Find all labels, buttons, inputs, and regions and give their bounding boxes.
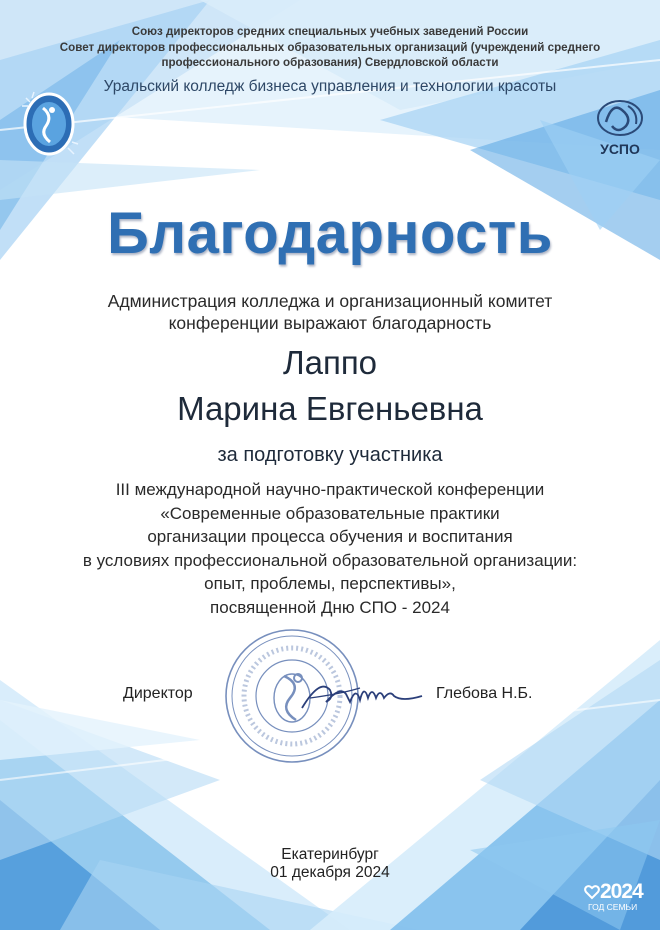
uspo-logo-label: УСПО [600,141,640,157]
conference-line: организации процесса обучения и воспитания [147,527,513,546]
org-line-3: профессионального образования) Свердловской области [161,56,499,69]
uspo-logo [592,96,648,157]
conference-line: «Современные образовательные практики [160,503,500,523]
heart-icon [584,884,600,900]
conference-description [0,478,660,619]
director-name: Глебова Н.Б. [436,685,533,702]
date: 01 декабря 2024 [270,864,390,881]
director-label: Директор [123,685,193,702]
recipient-surname: Лаппо [282,344,378,381]
year-logo-text: ГОД СЕМЬИ [588,902,638,912]
recipient-name: Марина Евгеньевна [177,390,483,427]
city: Екатеринбург [281,846,379,863]
uspo-logo-icon [592,96,648,138]
place-and-date [0,846,660,882]
organizations-header [0,24,660,71]
preparation-text: за подготовку участника [217,444,443,466]
certificate-title: Благодарность [107,201,553,266]
year-logo-number: 2024 [600,880,643,903]
year-of-family-logo [584,880,650,912]
conference-line: III международной научно-практической конференции [115,480,545,499]
admin-line-2: конференции выражают благодарность [168,313,492,333]
conference-line: в условиях профессиональной образовательной организации: [82,550,578,570]
conference-line: опыт, проблемы, перспективы», [204,574,456,593]
director-signature [300,668,425,720]
org-line-1: Союз директоров средних специальных учебных заведений России [131,25,529,38]
admin-line-1: Администрация колледжа и организационный комитет [107,291,553,311]
conference-line: посвященной Дню СПО - 2024 [210,597,450,617]
administration-text [0,290,660,334]
college-emblem-icon [18,88,80,160]
college-name: Уральский колледж бизнеса управления и технологии красоты [103,78,557,95]
org-line-2: Совет директоров профессиональных образовательных организаций (учреждений среднего [59,40,601,54]
